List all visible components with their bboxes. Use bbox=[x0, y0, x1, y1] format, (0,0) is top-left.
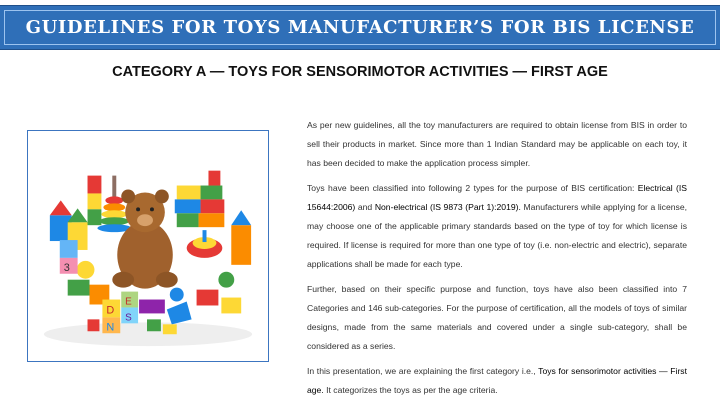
paragraph-presentation bbox=[307, 362, 687, 400]
section-subtitle: CATEGORY A — TOYS FOR SENSORIMOTOR ACTIVITIES — FIRST AGE bbox=[112, 64, 608, 80]
electrical-standard-text: Electrical (IS 15644:2006) bbox=[307, 183, 687, 212]
block-letter-d: D bbox=[106, 304, 115, 317]
block-letter-3: 3 bbox=[63, 261, 70, 274]
category-name-text: Toys for sensorimotor activities — First age. bbox=[307, 366, 687, 395]
block-letter-e: E bbox=[125, 296, 132, 308]
title-banner-inner bbox=[4, 10, 716, 45]
paragraph-classification bbox=[307, 179, 687, 274]
paragraph-classification-text: Toys have been classified into following 2 types for the purpose of BIS certification: bbox=[307, 183, 638, 193]
toys-photo bbox=[27, 130, 269, 362]
paragraph-presentation-text: In this presentation, we are explaining the first category i.e., bbox=[307, 366, 539, 376]
block-letter-n: N bbox=[106, 321, 115, 334]
block-letter-s: S bbox=[125, 312, 132, 324]
body-text bbox=[307, 116, 687, 406]
paragraph-intro: As per new guidelines, all the toy manufacturers are required to obtain license from BIS in order to sell their products in market. Since more than 1 Indian Standard may be applicable on each toy, it has been decided to make the application process simpler. bbox=[307, 120, 687, 168]
page-title: GUIDELINES FOR TOYS MANUFACTURER’S FOR BIS LICENSE bbox=[25, 17, 695, 38]
paragraph-classification-rest: Manufacturers while applying for a license, may choose one of the applicable primary standards based on the type of toy for which license is required. If license is required for more than one type of toy (i.e. non-electric and electric), separate applications shall be made for each type. bbox=[307, 202, 687, 269]
paragraph-presentation-rest: It categorizes the toys as per the age criteria. bbox=[323, 385, 498, 395]
toys-photo-icon bbox=[28, 131, 268, 361]
paragraph-categories: Further, based on their specific purpose and function, toys have also been classified into 7 Categories and 146 sub-categories. For the purpose of certification, all the models of toys of similar designs, made from the same materials and covered under a single sub-category, shall be considered as a series. bbox=[307, 284, 687, 351]
title-banner bbox=[0, 5, 720, 50]
non-electrical-standard-text: Non-electrical (IS 9873 (Part 1):2019). bbox=[374, 202, 521, 212]
paragraph-connector: and bbox=[355, 202, 375, 212]
